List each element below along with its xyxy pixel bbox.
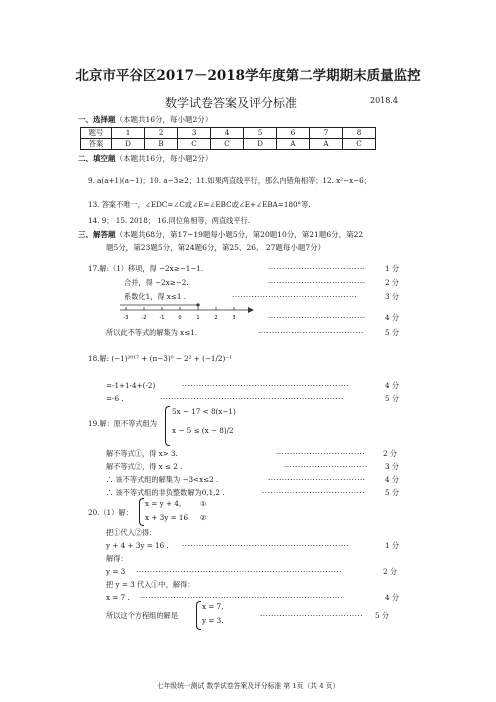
table-cell: A [277, 139, 310, 150]
dot-leader: ··································· [268, 278, 366, 287]
table-cell: 8 [343, 128, 376, 139]
q19-score-5: 5 分 [385, 488, 400, 497]
q19-line-4: ∴ 该不等式组的解集为 −3<x≤2 . [106, 475, 219, 484]
section-choice-note: （本题共16分，每小题2分） [115, 115, 213, 124]
q17-score-1: 1 分 [385, 264, 400, 273]
q20-line-2: 把①代入②得： [106, 528, 157, 537]
q17-score-3: 3 分 [385, 292, 400, 301]
number-line-tick: 2 [214, 315, 218, 321]
section-solve-heading [78, 229, 363, 240]
section-choice-heading [78, 114, 212, 125]
q20-line-7: x = 7 . [106, 593, 130, 602]
number-line-tick: -3 [123, 315, 129, 321]
table-cell: C [178, 139, 211, 150]
answer-table-row-numbers [81, 128, 376, 139]
dot-leader: ···························································· [182, 541, 350, 550]
q19-line-5: ∴ 该不等式组的非负整数解为0,1,2 . [106, 488, 225, 497]
dot-leader: ···························································· [182, 381, 350, 390]
table-cell: B [145, 139, 178, 150]
q20-score-3: 1 分 [385, 541, 400, 550]
number-line-tick: 0 [178, 315, 182, 321]
q19-score-4: 4 分 [385, 475, 400, 484]
table-cell: 1 [112, 128, 145, 139]
section-solve-note-1: （本题共68分，第17~19题每小题5分，第20题10分，第21题6分，第22 [115, 230, 364, 239]
q20-line-4: 解得： [106, 554, 128, 563]
system-brace [165, 406, 170, 446]
q20-line-5: y = 3 [106, 567, 126, 576]
q17-line-1: 17.解:（1）移项，得 −2x≥−1−1. [88, 264, 204, 273]
dot-leader: ··································· [268, 264, 366, 273]
q20-equation-2-tag: ② [200, 513, 207, 522]
table-cell: C [211, 139, 244, 150]
q20-score-7: 4 分 [385, 593, 400, 602]
q20-score-8: 5 分 [375, 611, 390, 620]
dot-leader: ············································· [232, 292, 358, 301]
dot-leader: ··································· [268, 313, 366, 322]
q20-line-1: 20.（1）解： [88, 508, 133, 517]
q17-line-3: 系数化1，得 x≤1 . [124, 292, 187, 301]
dot-leader: ··································· [268, 475, 366, 484]
section-solve-note-2: 题5分，第23题5分，第24题6分，第25、26、 27题每小题7分） [106, 243, 326, 252]
dot-leader: ·································································· [160, 394, 344, 403]
table-cell: 5 [244, 128, 277, 139]
table-cell: 3 [178, 128, 211, 139]
number-line-tick: 1 [196, 315, 200, 321]
q19-score-3: 3 分 [385, 462, 400, 471]
system-brace [139, 498, 144, 526]
section-choice-label: 一、选择题 [78, 115, 116, 124]
dot-leader: ····································· [262, 488, 366, 497]
number-line [116, 302, 256, 324]
table-cell: D [112, 139, 145, 150]
section-fill-heading [78, 153, 212, 164]
q20-equation-1-tag: ① [200, 499, 207, 508]
table-cell: C [343, 139, 376, 150]
q19-inequality-2: x − 5 ≤ (x − 8)/2 [172, 426, 234, 435]
answer-table [80, 127, 376, 150]
q18-score-2: 4 分 [385, 381, 400, 390]
q17-line-2: 合并，得 −2x≥−2. [124, 278, 189, 287]
q20-line-3: y + 4 + 3y = 16 . [106, 541, 169, 550]
number-line-tick: 3 [232, 315, 236, 321]
table-cell: 6 [277, 128, 310, 139]
solution-brace [196, 601, 201, 630]
q17-score-2: 2 分 [385, 278, 400, 287]
q19-inequality-1: 5x − 17 < 8(x−1) [172, 407, 236, 416]
section-fill-label: 二、填空题 [78, 154, 116, 163]
section-solve-label: 三、解答题 [78, 230, 116, 239]
fill-answers-line-1: 9. a(a+1)(a−1)；10. a−3≥2；11.如果两直线平行，那么内错角相等；12. x²−x−6； [88, 176, 371, 185]
dot-leader: ······························ [284, 462, 368, 471]
q19-line-1: 19.解：原不等式组为 [88, 419, 157, 428]
table-cell: 7 [310, 128, 343, 139]
q18-line-2: =-1+1-4+(-2) [106, 381, 156, 390]
dot-leader: ·········································································· [136, 567, 343, 576]
q19-score-2: 2 分 [383, 449, 398, 458]
q20-solution-2: y = 3. [202, 616, 224, 625]
q20-solution-1: x = 7, [202, 602, 224, 611]
section-fill-note: （本题共16分，每小题2分） [115, 154, 213, 163]
table-cell: D [244, 139, 277, 150]
number-line-tick: -1 [159, 315, 165, 321]
q20-equation-2: x + 3y = 16 [145, 513, 189, 522]
q20-score-5: 2 分 [383, 567, 398, 576]
table-cell-head: 题号 [81, 128, 112, 139]
q18-line-1: 18.解: (−1)²⁰¹⁷ + (π−3)⁰ − 2² + (−1/2)⁻¹ [88, 354, 232, 363]
q20-equation-1: x = y + 4, [145, 499, 182, 508]
exam-date: 2018.4 [370, 96, 398, 105]
page-title: 北京市平谷区2017－2018学年度第二学期期末质量监控 [75, 68, 421, 84]
q19-line-2: 解不等式①，得 x> 3. [106, 449, 178, 458]
q17-score-5: 5 分 [385, 328, 400, 337]
dot-leader: ······································ [258, 328, 364, 337]
table-cell: A [310, 139, 343, 150]
q18-line-3: =-6 . [106, 394, 124, 403]
table-cell-head: 答案 [81, 139, 112, 150]
dot-leader: ································ [276, 449, 366, 458]
fill-answers-line-2: 13. 答案不唯一，∠EDC=∠C或∠E=∠EBC或∠E+∠EBA=180°等. [88, 200, 311, 209]
table-cell: 4 [211, 128, 244, 139]
fill-answers-line-3: 14. 9； 15. 2018； 16.同位角相等，两直线平行. [88, 216, 251, 225]
q20-line-8: 所以这个方程组的解是 [106, 611, 178, 620]
page-footer: 七年级统一测试 数学试卷答案及评分标准 第 1页（共 4 页） [156, 682, 340, 690]
q20-line-6: 把 y = 3 代入①中，解得： [106, 580, 195, 589]
dot-leader: ····································· [260, 611, 364, 620]
q19-line-3: 解不等式②，得 x ≤ 2 . [106, 462, 183, 471]
number-line-tick: -2 [141, 315, 147, 321]
dot-leader: ········································································· [140, 593, 344, 602]
table-cell: 2 [145, 128, 178, 139]
q17-score-4: 4 分 [385, 313, 400, 322]
q17-line-5: 所以此不等式的解集为 x≤1. [106, 328, 198, 337]
q18-score-3: 5 分 [385, 394, 400, 403]
page-subtitle: 数学试卷答案及评分标准 [165, 96, 298, 110]
answer-table-row-answers [81, 139, 376, 150]
